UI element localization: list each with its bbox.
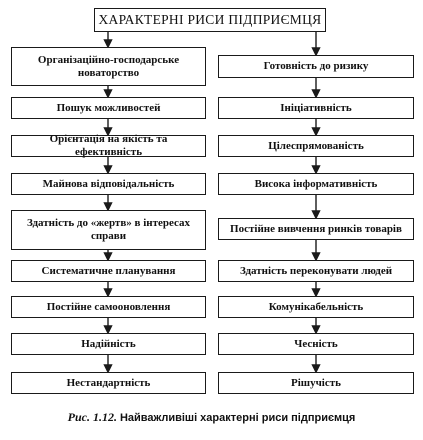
arrow-head-13 <box>313 166 320 173</box>
right-box-5 <box>218 218 414 240</box>
left-box-5-label: Здатність до «жертв» в інтересах справи <box>26 217 191 242</box>
left-box-6-label: Систематичне планування <box>41 264 176 277</box>
right-box-8 <box>218 333 414 355</box>
left-box-5 <box>11 210 206 250</box>
arrow-head-8 <box>105 289 112 296</box>
arrow-head-14 <box>313 211 320 218</box>
caption-text: Найважливіші характерні риси підприємця <box>119 412 356 424</box>
left-box-3 <box>11 135 206 157</box>
right-box-9-label: Рішучість <box>291 376 341 389</box>
right-box-9 <box>218 372 414 394</box>
right-box-4 <box>218 173 414 195</box>
arrow-head-6 <box>105 203 112 210</box>
left-box-1-label: Організаційно-господарське новаторство <box>37 53 180 79</box>
left-box-3-label: Орієнтація на якість та ефективність <box>49 133 168 158</box>
right-box-6 <box>218 260 414 282</box>
right-box-3 <box>218 135 414 157</box>
arrow-head-18 <box>313 365 320 372</box>
arrow-head-9 <box>105 326 112 333</box>
arrow-head-3 <box>105 90 112 97</box>
left-box-4-label: Майнова відповідальність <box>42 177 175 190</box>
figure-caption <box>0 410 423 425</box>
left-box-8 <box>11 333 206 355</box>
arrow-head-11 <box>313 90 320 97</box>
arrow-head-10 <box>105 365 112 372</box>
right-box-4-label: Висока інформативність <box>254 177 378 190</box>
right-box-1 <box>218 55 414 78</box>
right-box-2-label: Ініціативність <box>280 101 352 114</box>
left-box-2 <box>11 97 206 119</box>
arrow-head-2 <box>313 48 320 55</box>
left-box-7 <box>11 296 206 318</box>
right-box-8-label: Чесність <box>294 337 338 350</box>
right-box-1-label: Готовність до ризику <box>263 60 369 72</box>
arrow-head-15 <box>313 253 320 260</box>
right-box-7-label: Комунікабельність <box>268 300 364 313</box>
left-box-2-label: Пошук можливостей <box>56 101 161 114</box>
right-box-5-label: Постійне вивчення ринків товарів <box>230 222 402 235</box>
left-box-6 <box>11 260 206 282</box>
left-box-8-label: Надійність <box>81 337 136 350</box>
left-box-9-label: Нестандартність <box>66 376 151 389</box>
left-box-4 <box>11 173 206 195</box>
arrow-head-5 <box>105 166 112 173</box>
arrow-head-16 <box>313 289 320 296</box>
arrow-head-17 <box>313 326 320 333</box>
caption-label: Рис. 1.12. <box>67 410 117 424</box>
left-box-1 <box>11 47 206 86</box>
right-box-2 <box>218 97 414 119</box>
right-box-6-label: Здатність переконувати людей <box>239 264 393 277</box>
left-box-7-label: Постійне самооновлення <box>46 300 171 313</box>
arrow-head-12 <box>313 128 320 135</box>
diagram-title: ХАРАКТЕРНІ РИСИ ПІДПРИЄМЦЯ <box>94 8 326 32</box>
arrow-head-1 <box>105 40 112 47</box>
right-box-3-label: Цілеспрямованість <box>268 139 364 152</box>
arrow-head-7 <box>105 253 112 260</box>
right-box-7 <box>218 296 414 318</box>
left-box-9 <box>11 372 206 394</box>
